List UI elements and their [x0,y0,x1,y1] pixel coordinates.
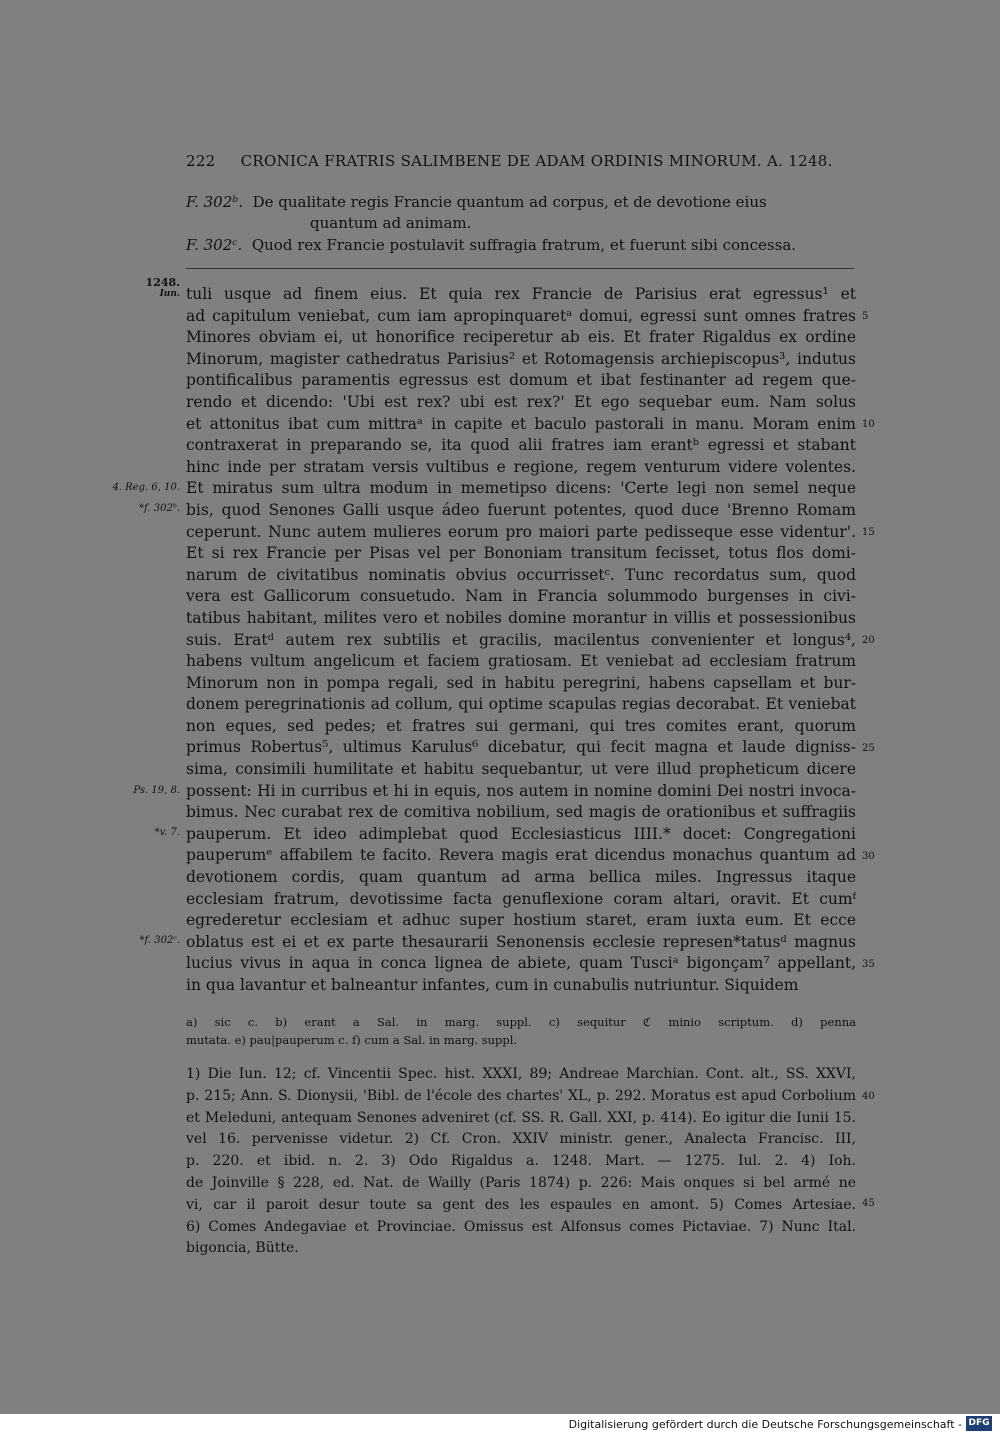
toc-ref: F. 302ᵇ. [186,193,244,211]
text-line: bis, quod Senones Galli usque ádeo fuerunt potentes, quod duce 'Brenno Romam [186,500,856,519]
main-text [186,284,856,997]
text-line: in qua lavantur et balneantur infantes, cum in cunabulis nutriuntur. Siquidem [186,976,799,994]
text-line: primus Robertus⁵, ultimus Karulus⁶ dicebatur, qui fecit magna et laude digniss- [186,738,856,757]
text-line: ecclesiam fratrum, devotissime facta genuflexione coram altari, oravit. Et cumᶠ [186,889,856,908]
line-number: 15 [862,527,875,538]
text-line: pauperum. Et ideo adimplebat quod Ecclesiasticus IIII.* docet: Congregationi [186,824,856,843]
margin-month: Iun. [159,289,180,299]
text-line: hinc inde per stratam versis vultibus e regione, regem venturum videre volentes. [186,457,856,476]
dfg-credit: Digitalisierung gefördert durch die Deutsche Forschungsgemeinschaft - [568,1418,962,1431]
divider-rule [186,268,854,269]
text-line: ceperunt. Nunc autem mulieres eorum pro maiori parte pedisseque esse videntur'. [186,522,856,541]
text-line: bimus. Nec curabat rex de comitiva nobilium, sed magis de orationibus et suffragiis [186,803,856,822]
footnote-line: et Meleduni, antequam Senones adveniret (cf. SS. R. Gall. XXI, p. 414). Eo igitur die Iunii 15. [186,1109,856,1126]
toc-entry-2 [186,235,858,256]
running-title: CRONICA FRATRIS SALIMBENE DE ADAM ORDINIS MINORUM. A. 1248. [240,152,833,170]
footnotes [186,1064,856,1260]
text-line: Minores obviam ei, ut honorifice reciperetur ab eis. Et frater Rigaldus ex ordine [186,328,856,347]
text-line: non eques, sed pedes; et fratres sui germani, qui tres comites erant, quorum [186,716,856,735]
footnote-line-number: 40 [862,1091,875,1102]
text-line: pontificalibus paramentis egressus est domum et ibat festinanter ad regem que- [186,371,856,390]
footnote-line: 1) Die Iun. 12; cf. Vincentii Spec. hist. XXXI, 89; Andreae Marchian. Cont. alt., SS. XXVI, [186,1066,856,1082]
text-line: contraxerat in preparando se, ita quod alii fratres iam erantᵇ egressi et stabant [186,436,856,455]
text-line: habens vultum angelicum et faciem gratiosam. Et veniebat ad ecclesiam fratrum [186,652,856,671]
margin-ref: Ps. 19, 8. [133,785,180,796]
footnote-line: bigoncia, Bütte. [186,1240,299,1257]
text-line: Minorum, magister cathedratus Parisius² et Rotomagensis archiepiscopus³, indutus [186,349,856,368]
text-line: oblatus est ei et ex parte thesaurarii Senonensis ecclesie represen*tatusᵈ magnus [186,932,856,951]
text-line: narum de civitatibus nominatis obvius occurrissetᶜ. Tunc recordatus sum, quod [186,565,856,584]
footnote-line: vel 16. pervenisse videtur. 2) Cf. Cron. XXIV ministr. gener., Analecta Francisc. III, [186,1131,856,1148]
toc-text: De qualitate regis Francie quantum ad corpus, et de devotione eius [252,193,767,211]
text-line: devotionem cordis, quam quantum ad arma bellica miles. Ingressus itaque [186,868,856,887]
text-line: vera est Gallicorum consuetudo. Nam in Francia solummodo burgenses in civi- [186,587,856,606]
margin-ref: *f. 302ᶜ. [139,935,180,946]
text-line: suis. Eratᵈ autem rex subtilis et gracilis, macilentus convenienter et longus⁴, [186,630,856,649]
textual-note-line: mutata. e) pau|pauperum c. f) cum a Sal. in marg. suppl. [186,1033,518,1047]
line-number: 30 [862,851,875,862]
text-line: rendo et dicendo: 'Ubi est rex? ubi est rex?' Et ego sequebar eum. Nam solus [186,392,856,411]
footnote-line: 6) Comes Andegaviae et Provinciae. Omissus est Alfonsus comes Pictaviae. 7) Nunc Ital. [186,1218,856,1235]
text-line: ad capitulum veniebat, cum iam apropinquaretᵃ domui, egressi sunt omnes fratres [186,306,856,325]
toc-entry-1 [186,192,858,234]
line-number: 35 [862,959,875,970]
toc-ref: F. 302ᶜ. [186,236,243,254]
text-line: pauperumᵉ affabilem te facito. Revera magis erat dicendus monachus quantum ad [186,846,856,865]
textual-note-line: a) sic c. b) erant a Sal. in marg. suppl. c) sequitur ℭ minio scriptum. d) penna [186,1015,856,1029]
toc-text: Quod rex Francie postulavit suffragia fratrum, et fuerunt sibi concessa. [251,236,797,254]
footnote-line-number: 45 [862,1198,875,1209]
footnote-line: p. 215; Ann. S. Dionysii, 'Bibl. de l'école des chartes' XL, p. 292. Moratus est apud Corbolium [186,1087,856,1104]
text-line: Et si rex Francie per Pisas vel per Bononiam transitum fecisset, totus flos domi- [186,544,856,563]
margin-year: 1248. Iun. [145,276,180,299]
text-line: et attonitus ibat cum mittraᵃ in capite et baculo pastorali in manu. Moram enim [186,414,856,433]
footnote-line: de Joinville § 228, ed. Nat. de Wailly (Paris 1874) p. 226: Mais onques si bel armé ne [186,1174,856,1191]
text-line: sima, consimili humilitate et habitu sequebantur, ut vere illud propheticum dicere [186,760,856,779]
line-number: 25 [862,743,875,754]
line-number: 10 [862,419,875,430]
text-line: tuli usque ad finem eius. Et quia rex Francie de Parisius erat egressus¹ et [186,285,856,303]
running-header [186,152,833,170]
text-line: Minorum non in pompa regali, sed in habitu peregrini, habens capsellam et bur- [186,673,856,692]
text-line: egrederetur ecclesiam et adhuc super hostium staret, eram iuxta eum. Et ecce [186,911,856,930]
text-line: possent: Hi in curribus et hi in equis, nos autem in nomine domini Dei nostri invoca- [186,781,856,800]
footnote-line: vi, car il paroit desur toute sa gent des les espaules en amont. 5) Comes Artesiae. [186,1196,856,1213]
margin-ref: *v. 7. [154,827,180,838]
text-line: lucius vivus in aqua in conca lignea de abiete, quam Tusciᵃ bigonçam⁷ appellant, [186,954,856,973]
dfg-logo: DFG [966,1416,992,1431]
margin-ref: 4. Reg. 6, 10. [112,482,180,493]
line-number: 20 [862,635,875,646]
footnote-line: p. 220. et ibid. n. 2. 3) Odo Rigaldus a. 1248. Mart. — 1275. Iul. 2. 4) Ioh. [186,1153,856,1170]
line-number: 5 [862,311,869,322]
text-line: Et miratus sum ultra modum in memetipso dicens: 'Certe legi non semel neque [186,479,856,498]
text-line: donem peregrinationis ad collum, qui optime scapulas regias decorabat. Et veniebat [186,695,856,714]
textual-notes [186,1013,856,1049]
text-line: tatibus habitant, milites vero et nobiles domine morantur in villis et possessionibus [186,608,856,627]
toc-text-cont: quantum ad animam. [310,214,472,232]
margin-ref: *f. 302ᵇ. [139,503,180,514]
page-number: 222 [186,152,216,170]
